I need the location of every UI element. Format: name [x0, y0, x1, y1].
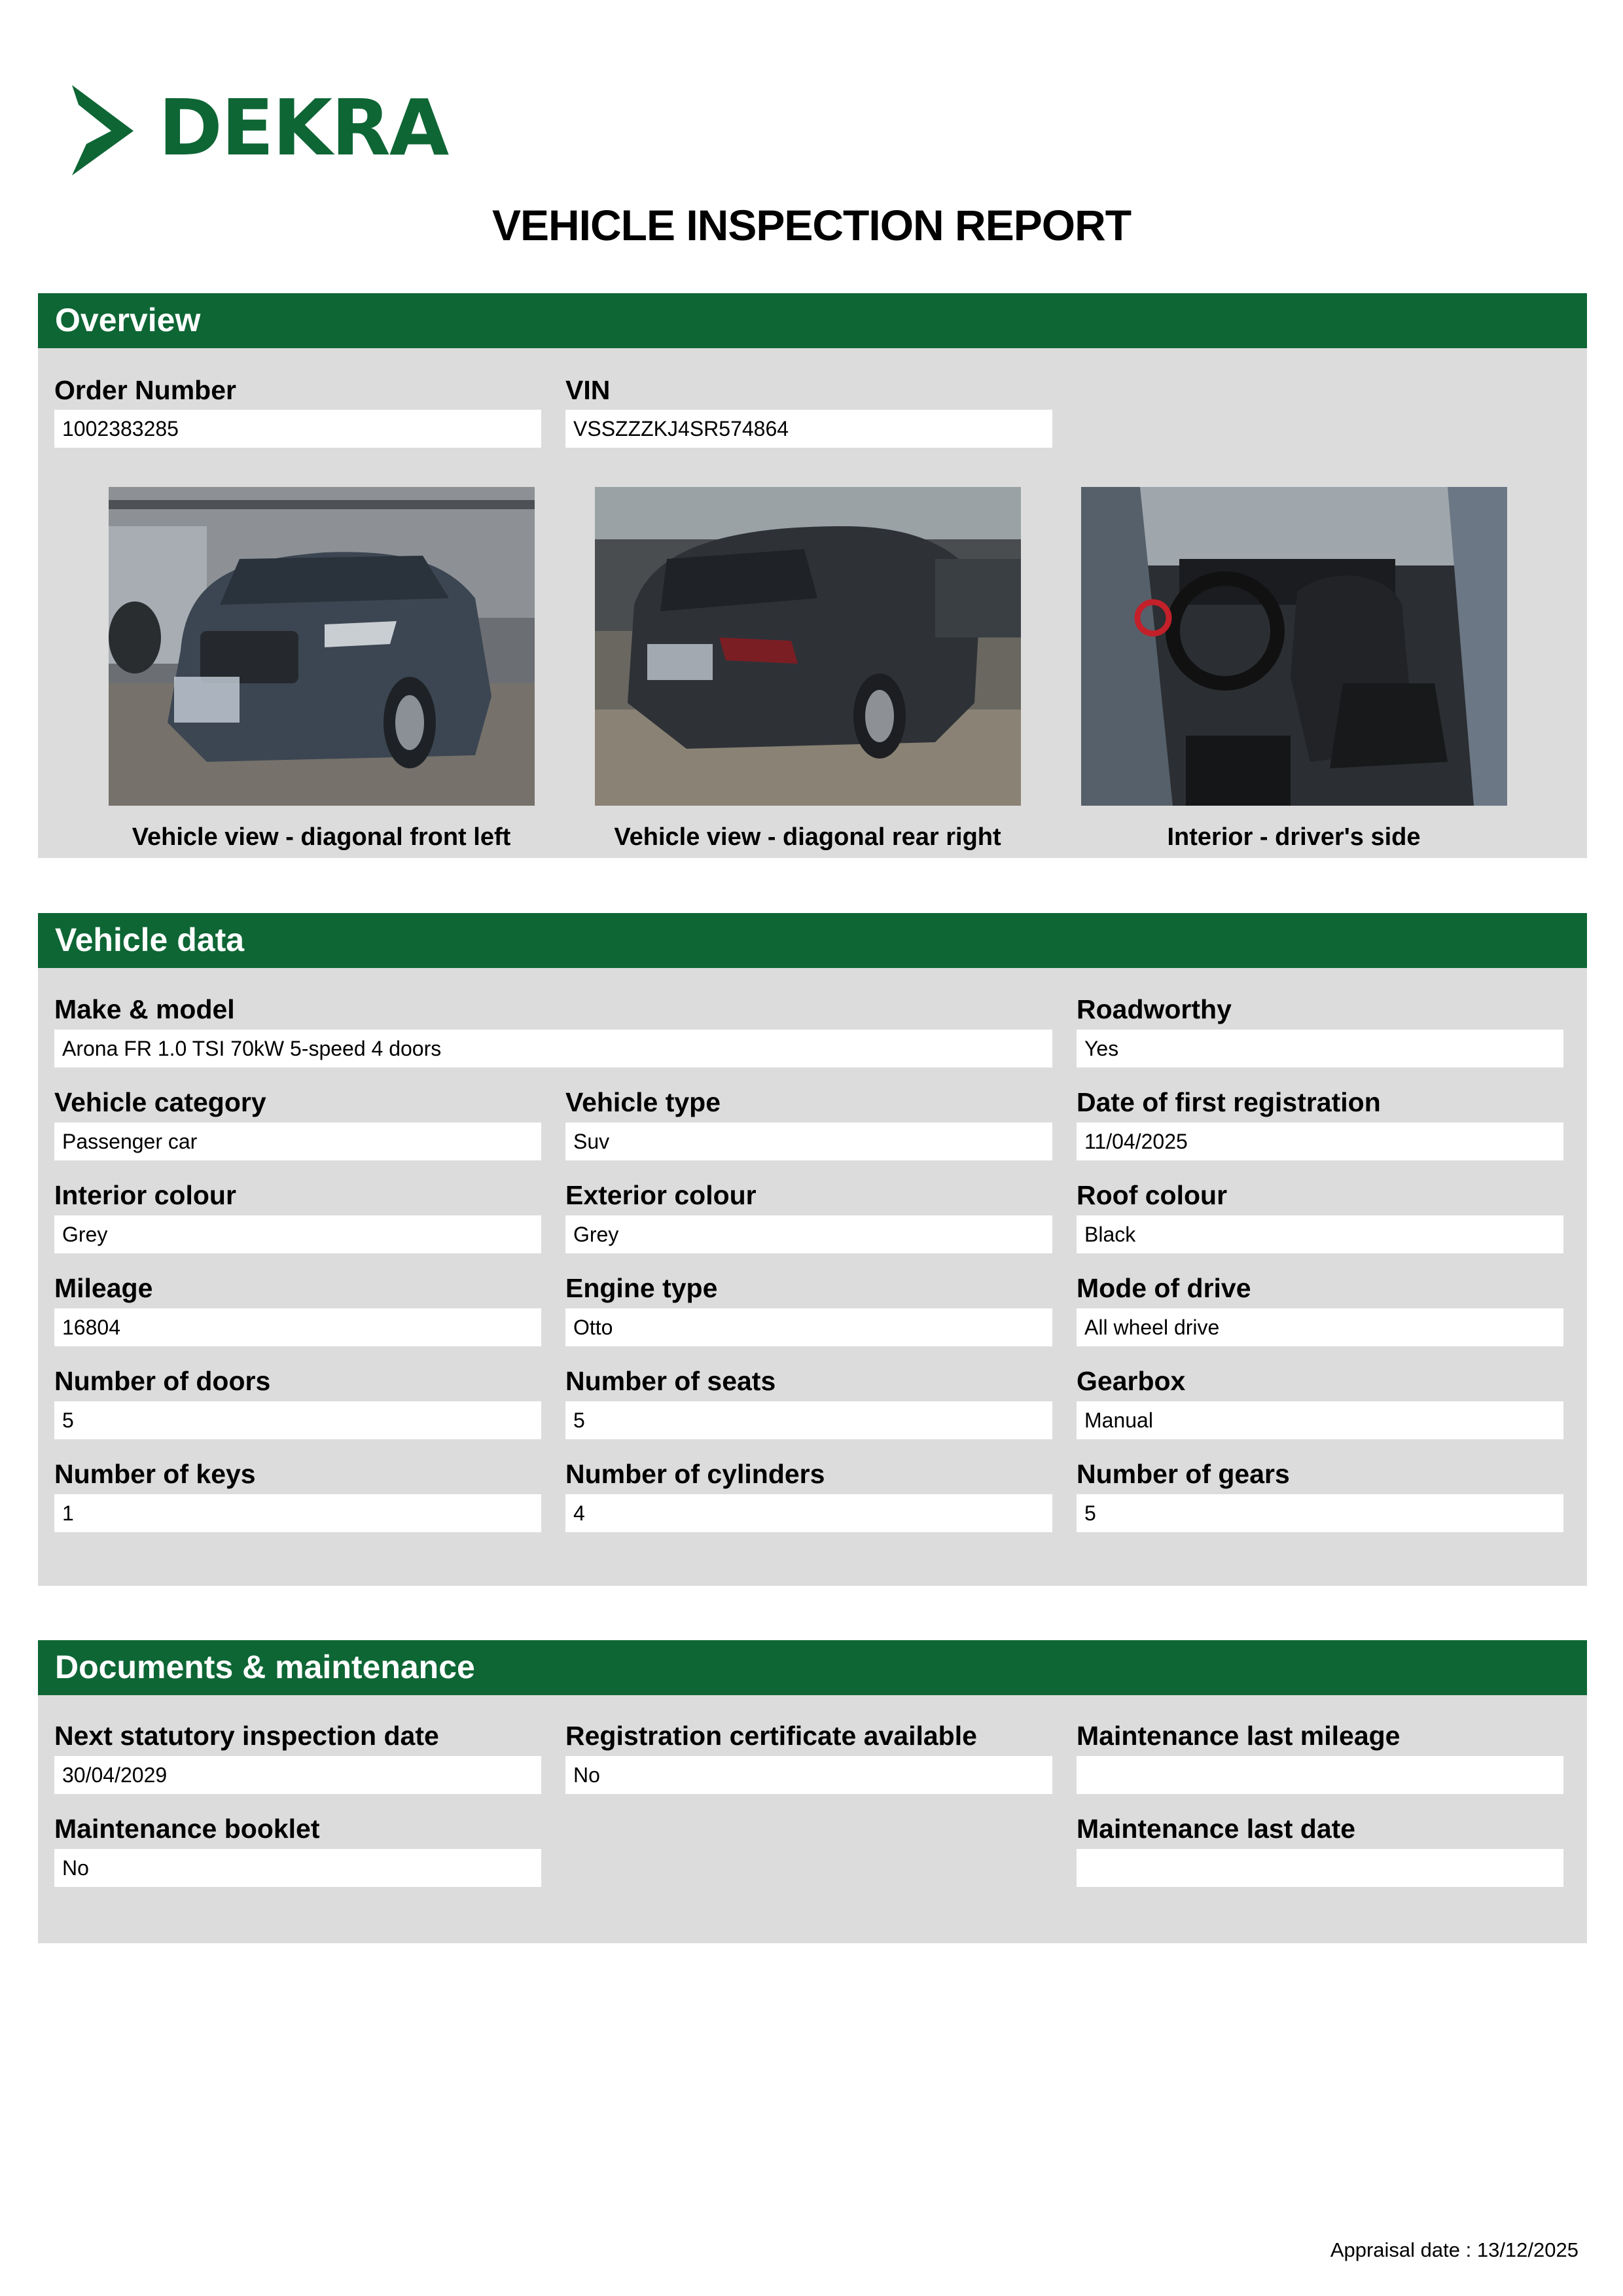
- photo-diagonal-front-left[interactable]: [109, 487, 535, 806]
- photo-caption-front-left: Vehicle view - diagonal front left: [132, 823, 511, 851]
- seats-label: Number of seats: [565, 1366, 776, 1396]
- vehicle-category-field: Passenger car: [54, 1122, 541, 1160]
- gears-label: Number of gears: [1077, 1459, 1290, 1489]
- doors-label: Number of doors: [54, 1366, 271, 1396]
- vin-label: VIN: [565, 375, 611, 405]
- vehicle-data-header: [38, 913, 1587, 968]
- overview-section: [38, 293, 1587, 858]
- first-registration-label: Date of first registration: [1077, 1087, 1381, 1117]
- exterior-colour-label: Exterior colour: [565, 1180, 757, 1210]
- mileage-field: 16804: [54, 1308, 541, 1346]
- report-title: VEHICLE INSPECTION REPORT: [491, 201, 1132, 249]
- mode-of-drive-label: Mode of drive: [1077, 1273, 1251, 1303]
- first-registration-field: 11/04/2025: [1077, 1122, 1563, 1160]
- registration-certificate-field: No: [565, 1756, 1052, 1794]
- engine-type-field: Otto: [565, 1308, 1052, 1346]
- next-inspection-label: Next statutory inspection date: [54, 1721, 439, 1751]
- exterior-colour-field: Grey: [565, 1215, 1052, 1253]
- roadworthy-field: Yes: [1077, 1030, 1563, 1067]
- roof-colour-label: Roof colour: [1077, 1180, 1228, 1210]
- registration-certificate-label: Registration certificate available: [565, 1721, 977, 1751]
- interior-colour-label: Interior colour: [54, 1180, 236, 1210]
- vehicle-data-section: [38, 913, 1587, 1586]
- seats-field: 5: [565, 1401, 1052, 1439]
- cylinders-field: 4: [565, 1494, 1052, 1532]
- photo-interior-driver-side[interactable]: [1081, 487, 1507, 806]
- overview-title: Overview: [55, 302, 201, 338]
- roadworthy-label: Roadworthy: [1077, 994, 1232, 1024]
- vehicle-type-field: Suv: [565, 1122, 1052, 1160]
- order-number-field: 1002383285: [54, 410, 541, 448]
- roof-colour-field: Black: [1077, 1215, 1563, 1253]
- maintenance-last-date-label: Maintenance last date: [1077, 1814, 1356, 1844]
- dekra-logo: [60, 82, 448, 179]
- documents-section: [38, 1640, 1587, 1943]
- keys-label: Number of keys: [54, 1459, 256, 1489]
- next-inspection-field: 30/04/2029: [54, 1756, 541, 1794]
- interior-colour-field: Grey: [54, 1215, 541, 1253]
- make-model-field: Arona FR 1.0 TSI 70kW 5-speed 4 doors: [54, 1030, 1052, 1067]
- maintenance-last-mileage-field: [1077, 1756, 1563, 1794]
- doors-field: 5: [54, 1401, 541, 1439]
- dekra-logo-mark: [60, 84, 145, 175]
- dekra-logo-text: DEKRA: [158, 82, 448, 173]
- documents-header: [38, 1640, 1587, 1695]
- mileage-label: Mileage: [54, 1273, 153, 1303]
- maintenance-last-mileage-label: Maintenance last mileage: [1077, 1721, 1400, 1751]
- gearbox-label: Gearbox: [1077, 1366, 1186, 1396]
- vin-field: VSSZZZKJ4SR574864: [565, 410, 1052, 448]
- gears-field: 5: [1077, 1494, 1563, 1532]
- make-model-label: Make & model: [54, 994, 235, 1024]
- mode-of-drive-field: All wheel drive: [1077, 1308, 1563, 1346]
- vehicle-category-label: Vehicle category: [54, 1087, 266, 1117]
- appraisal-date: Appraisal date : 13/12/2025: [1330, 2238, 1578, 2261]
- order-number-label: Order Number: [54, 375, 236, 405]
- photo-caption-rear-right: Vehicle view - diagonal rear right: [614, 823, 1001, 851]
- maintenance-booklet-field: No: [54, 1849, 541, 1887]
- maintenance-booklet-label: Maintenance booklet: [54, 1814, 320, 1844]
- maintenance-last-date-field: [1077, 1849, 1563, 1887]
- photo-caption-interior: Interior - driver's side: [1167, 823, 1421, 851]
- engine-type-label: Engine type: [565, 1273, 718, 1303]
- documents-title: Documents & maintenance: [55, 1649, 475, 1685]
- vehicle-type-label: Vehicle type: [565, 1087, 721, 1117]
- overview-header: [38, 293, 1587, 348]
- cylinders-label: Number of cylinders: [565, 1459, 825, 1489]
- gearbox-field: Manual: [1077, 1401, 1563, 1439]
- photo-diagonal-rear-right[interactable]: [595, 487, 1021, 806]
- vehicle-data-title: Vehicle data: [55, 922, 245, 958]
- keys-field: 1: [54, 1494, 541, 1532]
